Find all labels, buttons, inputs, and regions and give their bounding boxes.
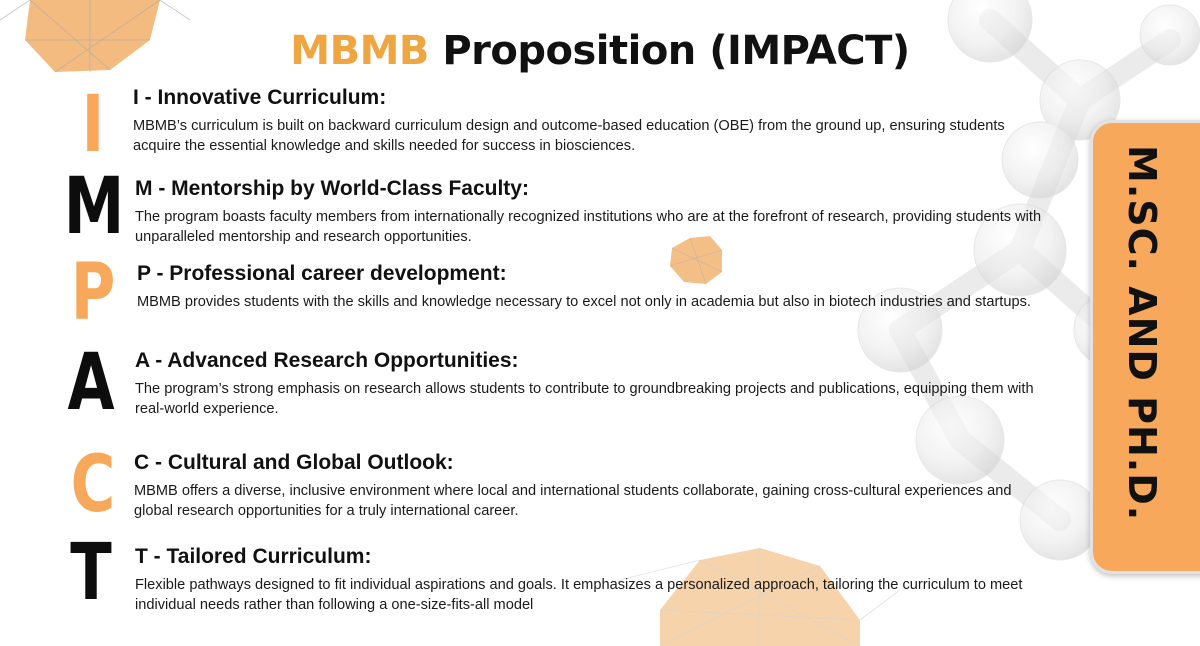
title-accent: MBMB xyxy=(290,28,429,74)
impact-letter-i: I xyxy=(81,80,105,170)
page-title xyxy=(0,28,1200,74)
item-description: The program’s strong emphasis on research allows students to contribute to groundbreaking projects and publications, equipping them with real-world experience. xyxy=(135,381,1034,417)
item-description: MBMB offers a diverse, inclusive environment where local and international students collaborate, gaining cross-cultural experiences and global research opportunities for a truly international career. xyxy=(134,483,1012,519)
impact-letter-a: A xyxy=(67,338,115,428)
impact-item-mentorship xyxy=(135,177,1055,247)
item-description: The program boasts faculty members from internationally recognized institutions who are at the forefront of research, providing students with unparalleled mentorship and research opportunities. xyxy=(135,209,1042,245)
impact-letter-t: T xyxy=(70,528,112,618)
title-rest: Proposition (IMPACT) xyxy=(442,28,910,74)
item-heading: P - Professional career development: xyxy=(137,262,507,285)
item-heading: C - Cultural and Global Outlook: xyxy=(134,451,454,474)
impact-item-advanced-research xyxy=(135,349,1055,419)
item-heading: M - Mentorship by World-Class Faculty: xyxy=(135,177,529,200)
item-description: MBMB’s curriculum is built on backward curriculum design and outcome-based education (OBE) from the ground up, ensuring students acquire the essential knowledge and skills needed for success in biosciences. xyxy=(133,118,1005,154)
item-description: Flexible pathways designed to fit individual aspirations and goals. It emphasizes a personalized approach, tailoring the curriculum to meet individual needs rather than following a one-size-fits-all model xyxy=(135,577,1023,613)
impact-item-professional-career xyxy=(137,262,1057,312)
impact-letter-p: P xyxy=(70,248,116,338)
item-heading: T - Tailored Curriculum: xyxy=(135,545,372,568)
degree-badge-label: M.SC. AND PH.D. xyxy=(1120,145,1164,522)
item-heading: A - Advanced Research Opportunities: xyxy=(135,349,519,372)
item-heading: I - Innovative Curriculum: xyxy=(133,86,387,109)
impact-item-cultural-global xyxy=(134,451,1054,521)
item-description: MBMB provides students with the skills and knowledge necessary to excel not only in academia but also in biotech industries and startups. xyxy=(137,294,1031,310)
impact-item-tailored-curriculum xyxy=(135,545,1055,615)
impact-item-innovative-curriculum xyxy=(133,86,1053,156)
impact-letter-c: C xyxy=(70,440,116,530)
impact-letter-m: M xyxy=(63,162,125,252)
